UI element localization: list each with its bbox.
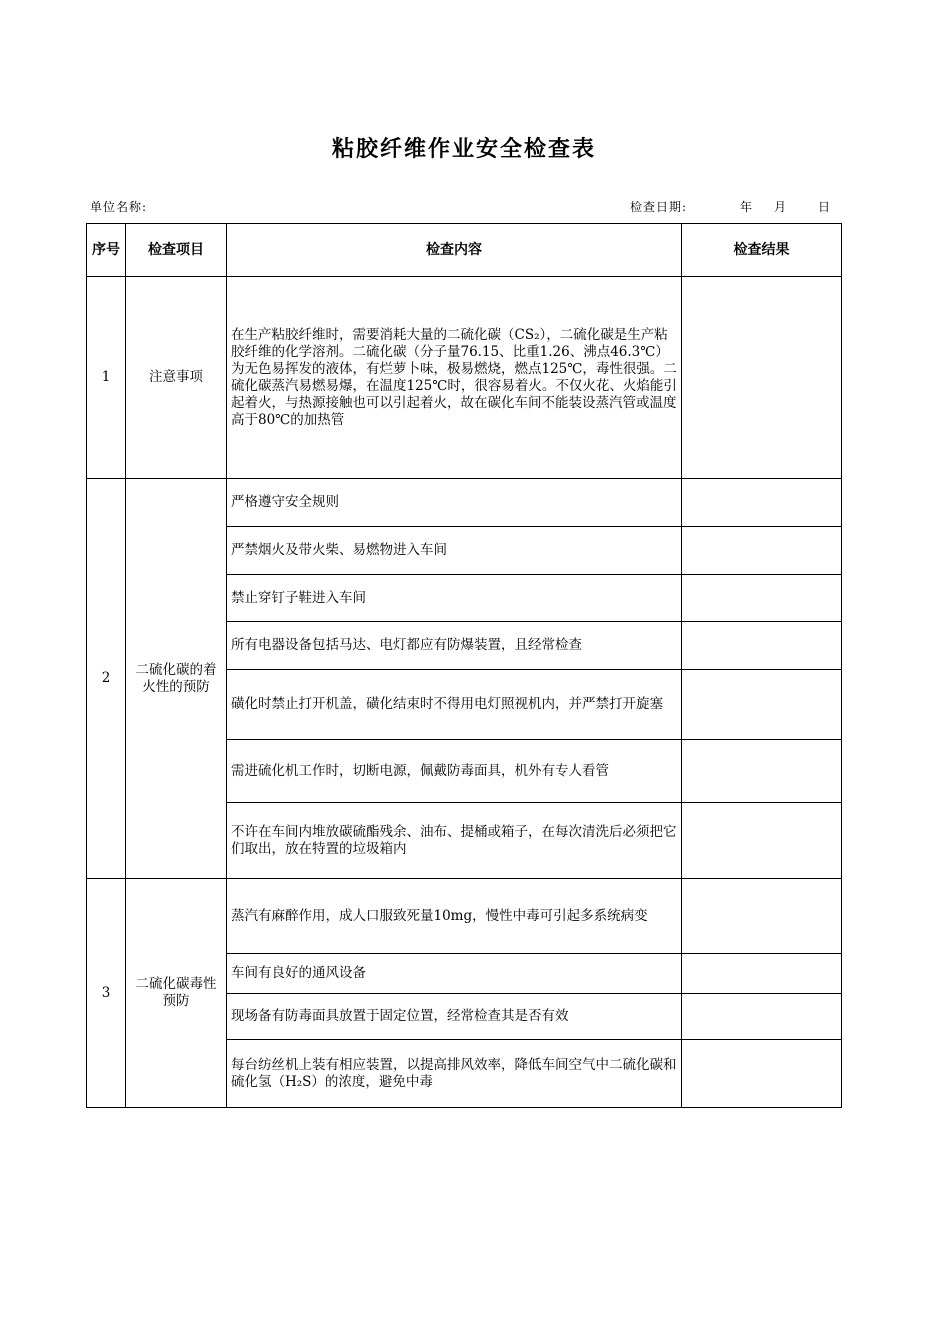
item-cell: 二硫化碳毒性预防 xyxy=(126,879,227,1108)
date-year: 年 xyxy=(740,200,753,214)
item-cell: 二硫化碳的着火性的预防 xyxy=(126,479,227,879)
content-cell: 严格遵守安全规则 xyxy=(227,479,682,527)
result-cell[interactable] xyxy=(682,803,842,879)
content-cell: 每台纺丝机上装有相应装置，以提高排风效率，降低车间空气中二硫化碳和硫化氢（H₂S）的浓度，避免中毒 xyxy=(227,1040,682,1108)
result-cell[interactable] xyxy=(682,670,842,740)
result-cell[interactable] xyxy=(682,994,842,1040)
content-cell: 严禁烟火及带火柴、易燃物进入车间 xyxy=(227,527,682,575)
inspection-date xyxy=(630,198,830,215)
header-content: 检查内容 xyxy=(227,224,682,277)
content-cell: 现场备有防毒面具放置于固定位置，经常检查其是否有效 xyxy=(227,994,682,1040)
result-cell[interactable] xyxy=(682,479,842,527)
table-row xyxy=(87,879,842,954)
content-cell: 在生产粘胶纤维时，需要消耗大量的二硫化碳（CS₂），二硫化碳是生产粘胶纤维的化学溶剂。二硫化碳（分子量76.15、比重1.26、沸点46.3℃）为无色易挥发的液体，有烂萝卜味，极易燃烧，燃点125℃，毒性很强。二硫化碳蒸汽易燃易爆，在温度125℃时，很容易着火。不仅火花、火焰能引起着火，与热源接触也可以引起着火，故在碳化车间不能装设蒸汽管或温度高于80℃的加热管 xyxy=(227,277,682,479)
result-cell[interactable] xyxy=(682,575,842,622)
unit-name-label: 单位名称: xyxy=(90,200,148,214)
table-row xyxy=(87,277,842,479)
content-cell: 蒸汽有麻醉作用，成人口服致死量10mg，慢性中毒可引起多系统病变 xyxy=(227,879,682,954)
header-result: 检查结果 xyxy=(682,224,842,277)
result-cell[interactable] xyxy=(682,1040,842,1108)
result-cell[interactable] xyxy=(682,740,842,803)
content-cell: 磺化时禁止打开机盖，磺化结束时不得用电灯照视机内，并严禁打开旋塞 xyxy=(227,670,682,740)
date-month: 月 xyxy=(774,200,787,214)
date-label: 检查日期: xyxy=(630,200,688,214)
inspection-table xyxy=(86,223,842,1108)
table-header-row xyxy=(87,224,842,277)
content-cell: 车间有良好的通风设备 xyxy=(227,954,682,994)
table-row xyxy=(87,479,842,527)
seq-cell: 3 xyxy=(87,879,126,1108)
item-cell: 注意事项 xyxy=(126,277,227,479)
header-seq: 序号 xyxy=(87,224,126,277)
result-cell[interactable] xyxy=(682,277,842,479)
result-cell[interactable] xyxy=(682,954,842,994)
content-cell: 不许在车间内堆放碳硫酯残余、油布、提桶或箱子，在每次清洗后必须把它们取出，放在特置的垃圾箱内 xyxy=(227,803,682,879)
content-cell: 禁止穿钉子鞋进入车间 xyxy=(227,575,682,622)
result-cell[interactable] xyxy=(682,527,842,575)
date-day: 日 xyxy=(818,200,831,214)
content-cell: 所有电器设备包括马达、电灯都应有防爆装置，且经常检查 xyxy=(227,622,682,670)
header-item: 检查项目 xyxy=(126,224,227,277)
seq-cell: 1 xyxy=(87,277,126,479)
page-title: 粘胶纤维作业安全检查表 xyxy=(331,137,596,162)
seq-cell: 2 xyxy=(87,479,126,879)
result-cell[interactable] xyxy=(682,879,842,954)
content-cell: 需进硫化机工作时，切断电源，佩戴防毒面具，机外有专人看管 xyxy=(227,740,682,803)
result-cell[interactable] xyxy=(682,622,842,670)
